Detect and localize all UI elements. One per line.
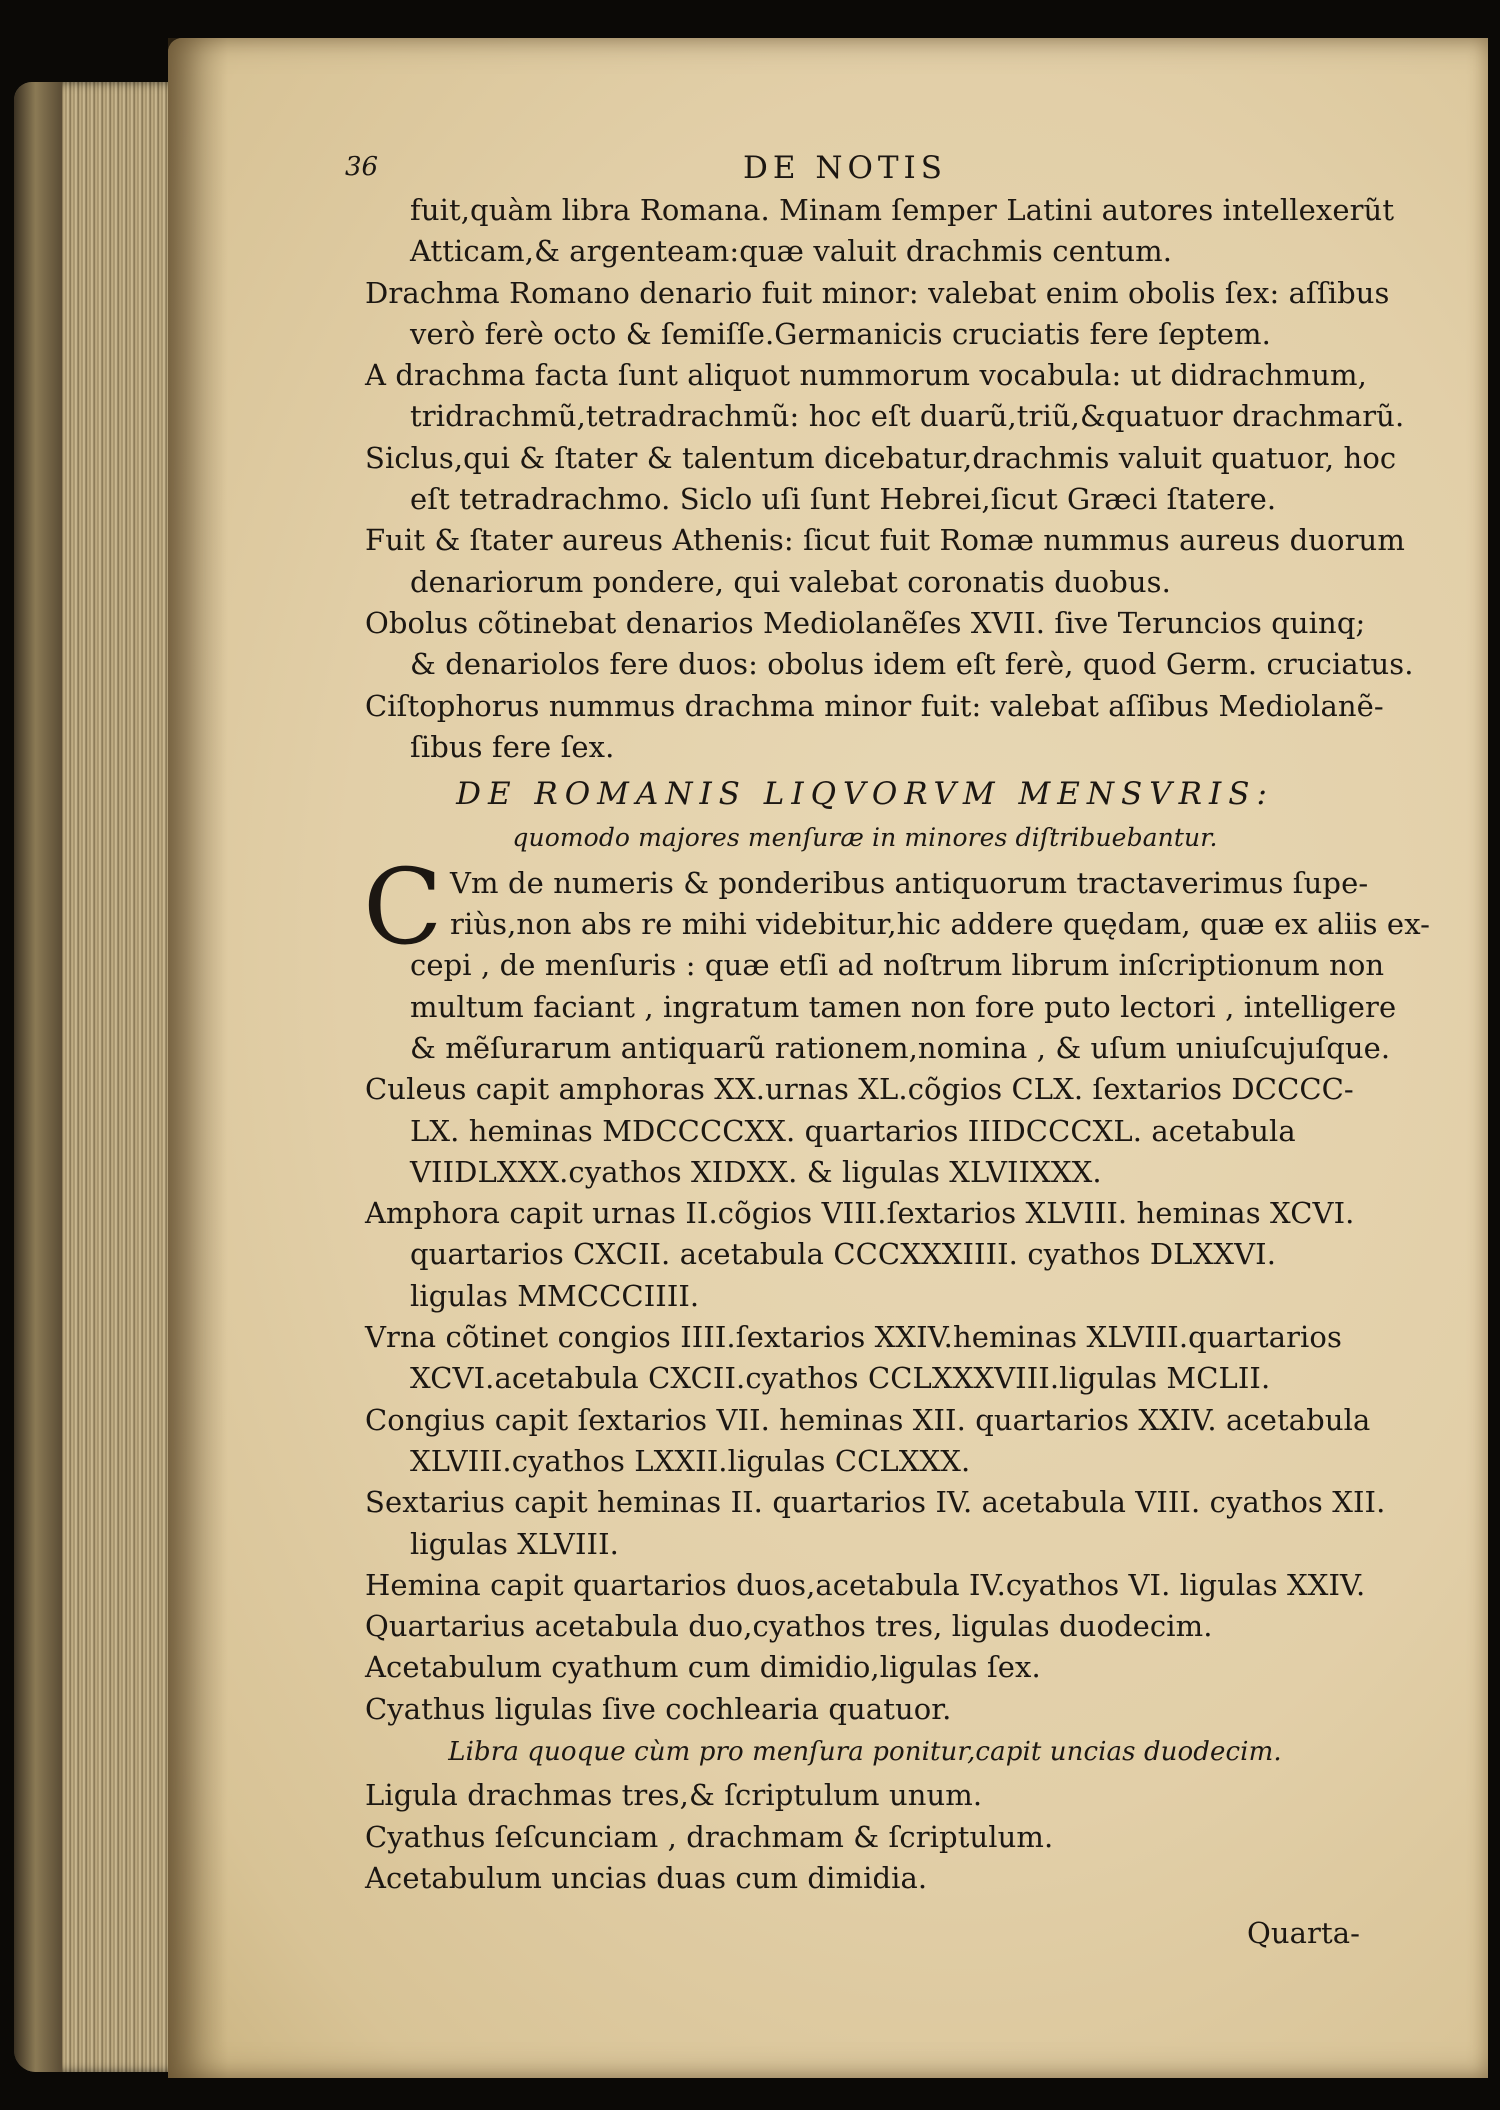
page-header xyxy=(345,150,1365,190)
text-line: & denariolos fere duos: obolus idem eſt ferè, quod Germ. cruciatus. xyxy=(410,647,1414,682)
paragraph xyxy=(365,1775,1365,1816)
paragraph xyxy=(365,438,1397,521)
book-spine xyxy=(14,82,62,2072)
text-line: Hemina capit quartarios duos,acetabula IV.cyathos VI. ligulas XXIV. xyxy=(365,1567,1366,1602)
text-line: ſibus fere ſex. xyxy=(410,729,615,764)
text-line: Fuit & ſtater aureus Athenis: ſicut fuit Romæ nummus aureus duorum xyxy=(365,523,1405,558)
section-subheading: quomodo majores menſuræ in minores diſtribuebantur. xyxy=(512,823,1218,853)
text-line: Vrna cõtinet congios IIII.ſextarios XXIV.heminas XLVIII.quartarios xyxy=(365,1320,1342,1355)
text-line: Ligula drachmas tres,& ſcriptulum unum. xyxy=(365,1778,983,1813)
paragraph xyxy=(365,1565,1365,1606)
text-line: fuit,quàm libra Romana. Minam ſemper Latini autores intellexerũt xyxy=(410,193,1395,227)
text-line: ligulas XLVIII. xyxy=(410,1526,619,1561)
intro-paragraph xyxy=(363,845,1431,1069)
paragraph xyxy=(365,1317,1365,1400)
paragraph xyxy=(365,603,1414,686)
text-line: XCVI.acetabula CXCII.cyathos CCLXXXVIII.ligulas MCLII. xyxy=(410,1361,1271,1396)
text-line: quartarios CXCII. acetabula CCCXXXIIII. cyathos DLXXVI. xyxy=(410,1237,1277,1272)
paragraph xyxy=(365,1400,1371,1483)
text-line: tridrachmũ,tetradrachmũ: hoc eſt duarũ,triũ,&quatuor drachmarũ. xyxy=(410,399,1405,434)
italic-note: Libra quoque cùm pro menſura ponitur,capit uncias duodecim. xyxy=(448,1736,1282,1767)
text-line: Sextarius capit heminas II. quartarios IV. acetabula VIII. cyathos XII. xyxy=(365,1485,1386,1520)
text-line: Atticam,& argenteam:quæ valuit drachmis centum. xyxy=(410,234,1173,269)
paragraph xyxy=(365,1858,1365,1899)
paragraph xyxy=(365,1069,1365,1193)
paragraph xyxy=(365,355,1405,438)
paragraph xyxy=(365,273,1390,356)
paragraph xyxy=(365,1817,1365,1858)
text-line: Siclus,qui & ſtater & talentum dicebatur,drachmis valuit quatuor, hoc xyxy=(365,440,1397,475)
paragraph xyxy=(365,1482,1386,1565)
text-line: & mẽſurarum antiquarũ rationem,nomina , & uſum uniuſcujuſque. xyxy=(410,1030,1391,1065)
text-line: multum faciant , ingratum tamen non fore puto lectori , intelligere xyxy=(410,989,1397,1024)
paragraph xyxy=(365,686,1384,769)
paragraph xyxy=(365,520,1405,603)
paragraph xyxy=(365,190,1395,273)
catchword: Quarta- xyxy=(1246,1916,1360,1951)
page-body xyxy=(363,190,1431,1954)
page-number: 36 xyxy=(345,152,379,182)
text-line: eſt tetradrachmo. Siclo uſi ſunt Hebrei,ſicut Græci ſtatere. xyxy=(410,482,1277,517)
paragraph xyxy=(365,1193,1365,1317)
text-line: Cyathus ligulas ſive cochlearia quatuor. xyxy=(365,1691,952,1726)
paragraph-group-coins xyxy=(365,190,1414,768)
paragraph-group-measures xyxy=(365,1069,1386,1730)
text-line: Amphora capit urnas II.cõgios VIII.ſextarios XLVIII. heminas XCVI. xyxy=(365,1196,1355,1231)
text-line: Congius capit ſextarios VII. heminas XII. quartarios XXIV. acetabula xyxy=(365,1402,1371,1437)
paragraph-group-weights xyxy=(365,1775,1365,1899)
section-heading: DE ROMANIS LIQVORVM MENSVRIS: xyxy=(456,776,1274,813)
text-line: Obolus cõtinebat denarios Mediolanẽſes XVII. ſive Teruncios quinq; xyxy=(365,605,1366,640)
text-line: cepi , de menſuris : quæ etſi ad noſtrum librum inſcriptionum non xyxy=(410,948,1385,983)
text-line: Ciſtophorus nummus drachma minor fuit: valebat aſſibus Mediolanẽ- xyxy=(365,688,1384,723)
text-line: Vm de numeris & ponderibus antiquorum tractaverimus ſupe- xyxy=(450,865,1369,900)
text-line: verò ferè octo & ſemiſſe.Germanicis cruciatis fere ſeptem. xyxy=(410,316,1271,351)
text-line: Acetabulum uncias duas cum dimidia. xyxy=(365,1860,928,1895)
intro-lines xyxy=(410,863,1431,1069)
drop-cap: C xyxy=(363,845,443,968)
text-line: Cyathus ſeſcunciam , drachmam & ſcriptulum. xyxy=(365,1819,1054,1854)
text-line: riùs,non abs re mihi videbitur,hic addere quędam, quæ ex aliis ex- xyxy=(450,907,1431,942)
text-line: Drachma Romano denario fuit minor: valebat enim obolis ſex: aſſibus xyxy=(365,275,1390,310)
running-title: DE NOTIS xyxy=(743,150,948,186)
text-line: denariorum pondere, qui valebat coronatis duobus. xyxy=(410,564,1171,599)
text-line: Acetabulum cyathum cum dimidio,ligulas ſex. xyxy=(365,1650,1041,1685)
text-line: VIIDLXXX.cyathos XIDXX. & ligulas XLVIIXXX. xyxy=(410,1154,1102,1189)
paragraph xyxy=(365,1647,1365,1688)
paragraph xyxy=(365,1689,1365,1730)
text-line: ligulas MMCCCIIII. xyxy=(410,1278,700,1313)
paragraph xyxy=(365,1606,1365,1647)
text-line: Culeus capit amphoras XX.urnas XL.cõgios CLX. ſextarios DCCCC- xyxy=(365,1072,1354,1107)
text-line: XLVIII.cyathos LXXII.ligulas CCLXXX. xyxy=(410,1443,971,1478)
text-line: LX. heminas MDCCCCXX. quartarios IIIDCCCXL. acetabula xyxy=(410,1113,1296,1148)
text-line: Quartarius acetabula duo,cyathos tres, ligulas duodecim. xyxy=(365,1609,1213,1644)
text-line: A drachma facta ſunt aliquot nummorum vocabula: ut didrachmum, xyxy=(365,358,1367,393)
